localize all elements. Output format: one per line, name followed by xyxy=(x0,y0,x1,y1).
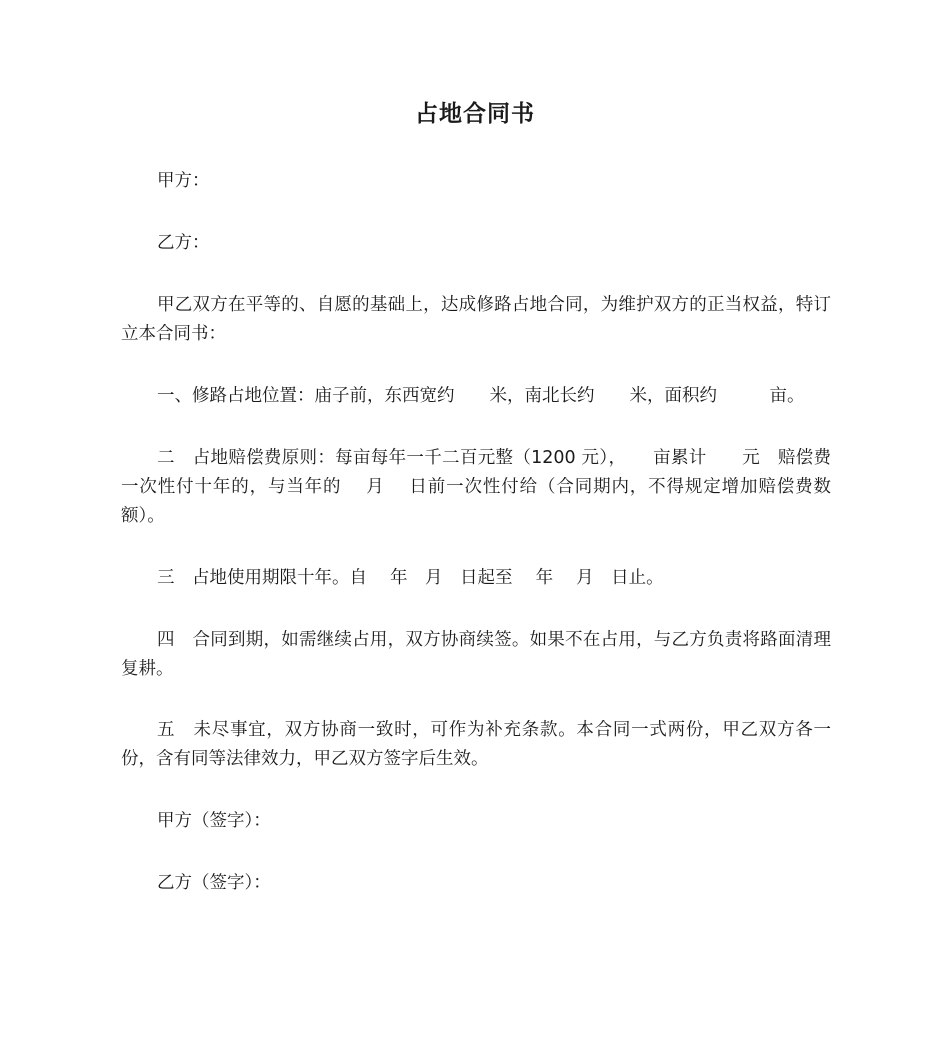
party-a-line: 甲方： xyxy=(157,171,210,191)
clause-4-expiry: 四 合同到期，如需继续占用，双方协商续签。如果不在占用，与乙方负责将路面清理复耕。 xyxy=(121,630,831,679)
clause-5-supplementary: 五 未尽事宜，双方协商一致时，可作为补充条款。本合同一式两份，甲乙双方各一份，含有同等法律效力，甲乙双方签字后生效。 xyxy=(121,720,831,769)
signature-party-a: 甲方（签字）： xyxy=(157,811,271,831)
clause-3-term: 三 占地使用期限十年。自 年 月 日起至 年 月 日止。 xyxy=(157,568,664,588)
party-b-line: 乙方： xyxy=(157,233,210,253)
signature-party-b: 乙方（签字）： xyxy=(157,873,271,893)
document-title: 占地合同书 xyxy=(415,101,535,127)
clause-2-compensation: 二 占地赔偿费原则：每亩每年一千二百元整（1200 元）， 亩累计 元 赔偿费一次性付十年的，与当年的 月 日前一次性付给（合同期内，不得规定增加赔偿费数额）。 xyxy=(121,448,831,526)
clause-1-location: 一、修路占地位置：庙子前，东西宽约 米，南北长约 米，面积约 亩。 xyxy=(157,386,805,406)
preamble-paragraph: 甲乙双方在平等的、自愿的基础上，达成修路占地合同，为维护双方的正当权益，特订立本合同书： xyxy=(121,295,831,344)
